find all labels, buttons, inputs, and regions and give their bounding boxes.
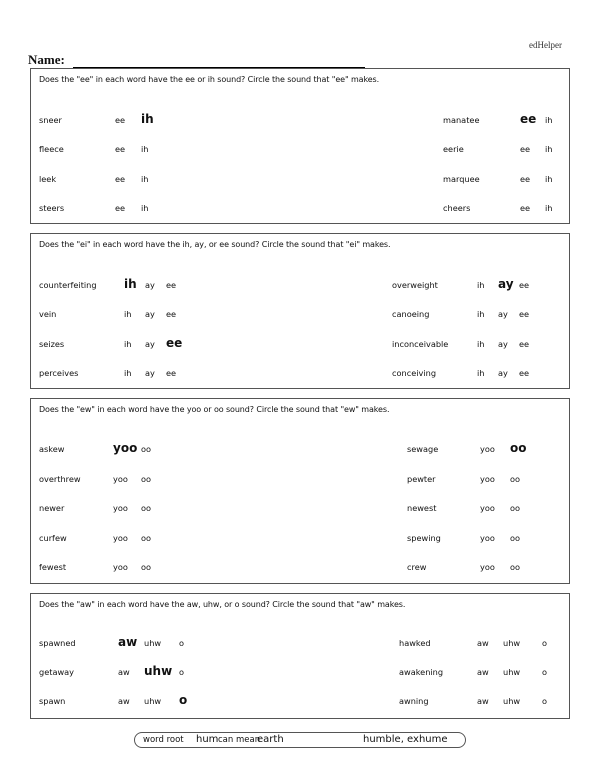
sound-option[interactable]: ee xyxy=(520,174,531,184)
section-prompt: Does the "ew" in each word have the yoo or oo sound? Circle the sound that "ew" makes. xyxy=(39,405,390,414)
sound-option[interactable]: yoo xyxy=(113,562,128,572)
sound-option[interactable]: ih xyxy=(477,280,485,290)
word-row xyxy=(31,472,569,486)
sound-option[interactable]: oo xyxy=(141,444,152,454)
sound-option[interactable]: ih xyxy=(141,144,149,154)
sound-option[interactable]: aw xyxy=(477,638,489,648)
word: newest xyxy=(407,503,437,513)
sound-option[interactable]: ih xyxy=(141,203,149,213)
name-line[interactable] xyxy=(73,55,365,68)
sound-option[interactable]: ih xyxy=(477,339,485,349)
word-row xyxy=(31,278,569,292)
sound-option[interactable]: ee xyxy=(166,309,177,319)
word: hawked xyxy=(399,638,431,648)
sound-option[interactable]: ih xyxy=(141,112,154,126)
sound-option[interactable]: yoo xyxy=(113,474,128,484)
sound-option[interactable]: aw xyxy=(118,667,130,677)
sound-option[interactable]: yoo xyxy=(113,533,128,543)
word-row xyxy=(31,113,569,127)
sound-option[interactable]: ih xyxy=(545,115,553,125)
word: eerie xyxy=(443,144,464,154)
name-row xyxy=(28,52,365,68)
sound-option[interactable]: yoo xyxy=(480,474,495,484)
word: spawn xyxy=(39,696,66,706)
sound-option[interactable]: ay xyxy=(145,339,155,349)
word-row xyxy=(31,636,569,650)
sound-option[interactable]: uhw xyxy=(503,638,521,648)
section-prompt: Does the "ei" in each word have the ih, ay, or ee sound? Circle the sound that "ei" makes. xyxy=(39,240,391,249)
sound-option[interactable]: o xyxy=(542,667,548,677)
word: spawned xyxy=(39,638,76,648)
word-row xyxy=(31,172,569,186)
word: fleece xyxy=(39,144,64,154)
name-label: Name: xyxy=(28,52,65,67)
word-row xyxy=(31,694,569,708)
word-row xyxy=(31,201,569,215)
word: perceives xyxy=(39,368,79,378)
word: cheers xyxy=(443,203,471,213)
sound-option[interactable]: oo xyxy=(141,533,152,543)
sound-option[interactable]: ee xyxy=(520,144,531,154)
sound-option[interactable]: ih xyxy=(141,174,149,184)
word-row xyxy=(31,142,569,156)
sound-option[interactable]: ay xyxy=(498,339,508,349)
word-row xyxy=(31,307,569,321)
word-row xyxy=(31,366,569,380)
word-row xyxy=(31,665,569,679)
word: seizes xyxy=(39,339,65,349)
sound-option[interactable]: oo xyxy=(510,503,521,513)
sound-option[interactable]: ih xyxy=(124,339,132,349)
sound-option[interactable]: ay xyxy=(498,277,514,291)
brand-label: edHelper xyxy=(529,40,562,50)
sound-option[interactable]: oo xyxy=(510,474,521,484)
word: marquee xyxy=(443,174,480,184)
word: askew xyxy=(39,444,65,454)
sound-option[interactable]: ee xyxy=(166,336,183,350)
sound-option[interactable]: ih xyxy=(124,368,132,378)
section-prompt: Does the "ee" in each word have the ee or ih sound? Circle the sound that "ee" makes. xyxy=(39,75,380,84)
sound-option[interactable]: ay xyxy=(145,368,155,378)
sound-option[interactable]: ih xyxy=(545,203,553,213)
sound-option[interactable]: aw xyxy=(118,696,130,706)
sound-option[interactable]: uhw xyxy=(144,638,162,648)
footer-examples: humble, exhume xyxy=(363,734,448,745)
word: curfew xyxy=(39,533,67,543)
footer-prefix: word root xyxy=(143,735,184,745)
sound-option[interactable]: oo xyxy=(141,562,152,572)
sound-option[interactable]: uhw xyxy=(503,696,521,706)
sound-option[interactable]: oo xyxy=(141,474,152,484)
sound-option[interactable]: ee xyxy=(166,280,177,290)
sound-option[interactable]: o xyxy=(542,638,548,648)
word: fewest xyxy=(39,562,67,572)
sound-option[interactable]: o xyxy=(542,696,548,706)
exercise-section-1 xyxy=(30,68,570,224)
sound-option[interactable]: oo xyxy=(510,441,527,455)
word: vein xyxy=(39,309,57,319)
word: overthrew xyxy=(39,474,81,484)
sound-option[interactable]: ay xyxy=(145,280,155,290)
word: conceiving xyxy=(392,368,437,378)
word-row xyxy=(31,531,569,545)
word: getaway xyxy=(39,667,75,677)
sound-option[interactable]: yoo xyxy=(113,503,128,513)
word: counterfeiting xyxy=(39,280,97,290)
footer-root: hum xyxy=(196,734,219,745)
sound-option[interactable]: ay xyxy=(498,309,508,319)
sound-option[interactable]: aw xyxy=(477,696,489,706)
sound-option[interactable]: uhw xyxy=(503,667,521,677)
footer-meaning: earth xyxy=(257,734,284,745)
word-row xyxy=(31,337,569,351)
word: awakening xyxy=(399,667,444,677)
sound-option[interactable]: oo xyxy=(141,503,152,513)
word: steers xyxy=(39,203,65,213)
section-prompt: Does the "aw" in each word have the aw, uhw, or o sound? Circle the sound that "aw" makes. xyxy=(39,600,406,609)
sound-option[interactable]: o xyxy=(179,638,185,648)
exercise-section-4 xyxy=(30,593,570,719)
word-row xyxy=(31,501,569,515)
sound-option[interactable]: yoo xyxy=(480,562,495,572)
sound-option[interactable]: aw xyxy=(118,635,138,649)
footer-middle: can mean xyxy=(218,735,261,745)
sound-option[interactable]: uhw xyxy=(144,696,162,706)
sound-option[interactable]: yoo xyxy=(480,533,495,543)
word: crew xyxy=(407,562,427,572)
sound-option[interactable]: ee xyxy=(166,368,177,378)
sound-option[interactable]: oo xyxy=(510,562,521,572)
sound-option[interactable]: aw xyxy=(477,667,489,677)
sound-option[interactable]: ih xyxy=(124,277,137,291)
word-row xyxy=(31,442,569,456)
sound-option[interactable]: ee xyxy=(520,112,537,126)
sound-option[interactable]: ee xyxy=(519,309,530,319)
word: newer xyxy=(39,503,65,513)
sound-option[interactable]: o xyxy=(179,667,185,677)
word: leek xyxy=(39,174,57,184)
sound-option[interactable]: ee xyxy=(115,115,126,125)
word: sewage xyxy=(407,444,439,454)
sound-option[interactable]: ee xyxy=(519,368,530,378)
sound-option[interactable]: ih xyxy=(477,368,485,378)
word: pewter xyxy=(407,474,436,484)
word: spewing xyxy=(407,533,441,543)
sound-option[interactable]: yoo xyxy=(480,444,495,454)
sound-option[interactable]: ay xyxy=(498,368,508,378)
sound-option[interactable]: ih xyxy=(545,174,553,184)
sound-option[interactable]: ih xyxy=(124,309,132,319)
sound-option[interactable]: oo xyxy=(510,533,521,543)
sound-option[interactable]: ee xyxy=(115,203,126,213)
sound-option[interactable]: ee xyxy=(115,174,126,184)
word: sneer xyxy=(39,115,62,125)
sound-option[interactable]: uhw xyxy=(144,664,173,678)
exercise-section-2 xyxy=(30,233,570,389)
sound-option[interactable]: ih xyxy=(477,309,485,319)
sound-option[interactable]: yoo xyxy=(113,441,138,455)
sound-option[interactable]: yoo xyxy=(480,503,495,513)
word: overweight xyxy=(392,280,438,290)
sound-option[interactable]: ee xyxy=(520,203,531,213)
sound-option[interactable]: o xyxy=(179,693,188,707)
sound-option[interactable]: ih xyxy=(545,144,553,154)
sound-option[interactable]: ee xyxy=(519,280,530,290)
word: manatee xyxy=(443,115,480,125)
sound-option[interactable]: ee xyxy=(115,144,126,154)
word: canoeing xyxy=(392,309,430,319)
word-row xyxy=(31,560,569,574)
sound-option[interactable]: ee xyxy=(519,339,530,349)
word: awning xyxy=(399,696,429,706)
sound-option[interactable]: ay xyxy=(145,309,155,319)
word-root-footer xyxy=(134,732,466,748)
word: inconceivable xyxy=(392,339,449,349)
exercise-section-3 xyxy=(30,398,570,584)
